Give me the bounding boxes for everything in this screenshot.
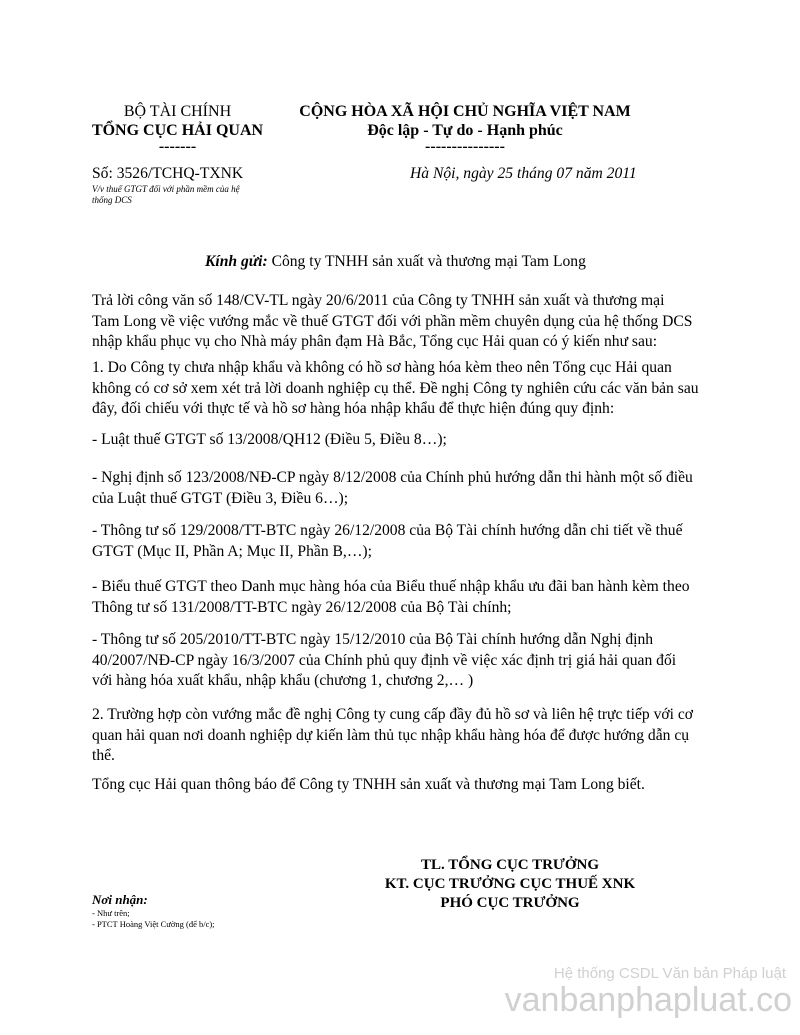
agency-block [80, 102, 275, 154]
recipients-title: Nơi nhận: [92, 892, 148, 907]
point-1-paragraph [92, 358, 699, 420]
subject-line-1: V/v thuế GTGT đối với phần mềm của hệ [92, 184, 240, 194]
text-line: - Nghị định số 123/2008/NĐ-CP ngày 8/12/2008 của Chính phủ hướng dẫn thi hành một số điều [92, 469, 693, 486]
subject-line-2: thống DCS [92, 195, 132, 205]
national-slogan: Độc lập - Tự do - Hạnh phúc [367, 122, 563, 139]
text-line: với hàng hóa xuất khẩu, nhập khẩu (chương 1, chương 2,… ) [92, 672, 474, 689]
reference-4 [92, 577, 690, 618]
reference-1 [92, 430, 447, 451]
place-date: Hà Nội, ngày 25 tháng 07 năm 2011 [410, 165, 637, 182]
text-line: - Biểu thuế GTGT theo Danh mục hàng hóa của Biểu thuế nhập khẩu ưu đãi ban hành kèm theo [92, 578, 690, 595]
text-line: - Luật thuế GTGT số 13/2008/QH12 (Điều 5, Điều 8…); [92, 431, 447, 448]
text-line: - Thông tư số 205/2010/TT-BTC ngày 15/12/2010 của Bộ Tài chính hướng dẫn Nghị định [92, 631, 654, 648]
text-line: Tam Long về việc vướng mắc về thuế GTGT đối với phần mềm chuyên dụng của hệ thống DCS [92, 312, 693, 330]
recipient-item: - Như trên; [92, 908, 130, 918]
text-line: - Thông tư số 129/2008/TT-BTC ngày 26/12/2008 của Bộ Tài chính hướng dẫn chi tiết về thuế [92, 522, 683, 539]
text-line: không có cơ sở xem xét trả lời doanh nghiệp cụ thể. Đề nghị Công ty nghiên cứu các văn bản sau [92, 379, 699, 397]
text-line: 2. Trường hợp còn vướng mắc đề nghị Công ty cung cấp đầy đủ hồ sơ và liên hệ trực tiếp với cơ [92, 706, 694, 723]
signature-line-1: TL. TỔNG CỤC TRƯỞNG [420, 857, 600, 873]
text-line: thể. [92, 747, 115, 764]
motto-separator: --------------- [425, 138, 505, 155]
text-line: Thông tư số 131/2008/TT-BTC ngày 26/12/2008 của Bộ Tài chính; [92, 598, 512, 616]
recipients-block [92, 892, 215, 930]
recipient-line [205, 252, 586, 273]
recipient-name: Công ty TNHH sản xuất và thương mại Tam Long [271, 253, 586, 270]
signature-line-2: KT. CỤC TRƯỞNG CỤC THUẾ XNK [384, 876, 636, 892]
text-line: 1. Do Công ty chưa nhập khẩu và không có hồ sơ hàng hóa kèm theo nên Tổng cục Hải quan [92, 359, 672, 376]
watermark-url: vanbanphapluat.co [504, 981, 792, 1019]
text-line: đây, đối chiếu với thực tế và hồ sơ hàng hóa nhập khẩu để thực hiện đúng quy định: [92, 400, 615, 417]
reference-3 [92, 521, 683, 562]
motto-block [285, 102, 645, 154]
recipient-label: Kính gửi: [205, 253, 268, 270]
reference-5 [92, 630, 676, 692]
agency-separator: ------- [158, 138, 197, 155]
text-line: quan hải quan nơi doanh nghiệp dự kiến làm thủ tục nhập khẩu hàng hóa để được hướng dẫn cụ [92, 726, 690, 744]
nation-name: CỘNG HÒA XÃ HỘI CHỦ NGHĨA VIỆT NAM [299, 103, 631, 120]
text-line: nhập khẩu phục vụ cho Nhà máy phân đạm Hà Bắc, Tổng cục Hải quan có ý kiến như sau: [92, 333, 658, 350]
recipient-item: - PTCT Hoàng Việt Cường (để b/c); [92, 919, 215, 929]
signature-line-3: PHÓ CỤC TRƯỞNG [440, 895, 580, 911]
document-number: Số: 3526/TCHQ-TXNK [92, 165, 244, 182]
reference-2 [92, 468, 693, 509]
text-line: của Luật thuế GTGT (Điều 3, Điều 6…); [92, 489, 349, 507]
ministry-name: BỘ TÀI CHÍNH [123, 103, 232, 120]
watermark-caption: Hệ thống CSDL Văn bản Pháp luật [553, 965, 786, 982]
text-line: 40/2007/NĐ-CP ngày 16/3/2007 của Chính phủ quy định về việc xác định trị giá hải quan đối [92, 651, 677, 669]
closing-paragraph: Tổng cục Hải quan thông báo để Công ty TNHH sản xuất và thương mại Tam Long biết. [92, 776, 645, 793]
text-line: GTGT (Mục II, Phần A; Mục II, Phần B,…); [92, 542, 372, 560]
point-2-paragraph [92, 705, 693, 767]
intro-paragraph [92, 291, 692, 353]
department-name: TỔNG CỤC HẢI QUAN [91, 122, 264, 139]
signature-block [360, 856, 660, 913]
text-line: Trả lời công văn số 148/CV-TL ngày 20/6/2011 của Công ty TNHH sản xuất và thương mại [92, 292, 665, 309]
